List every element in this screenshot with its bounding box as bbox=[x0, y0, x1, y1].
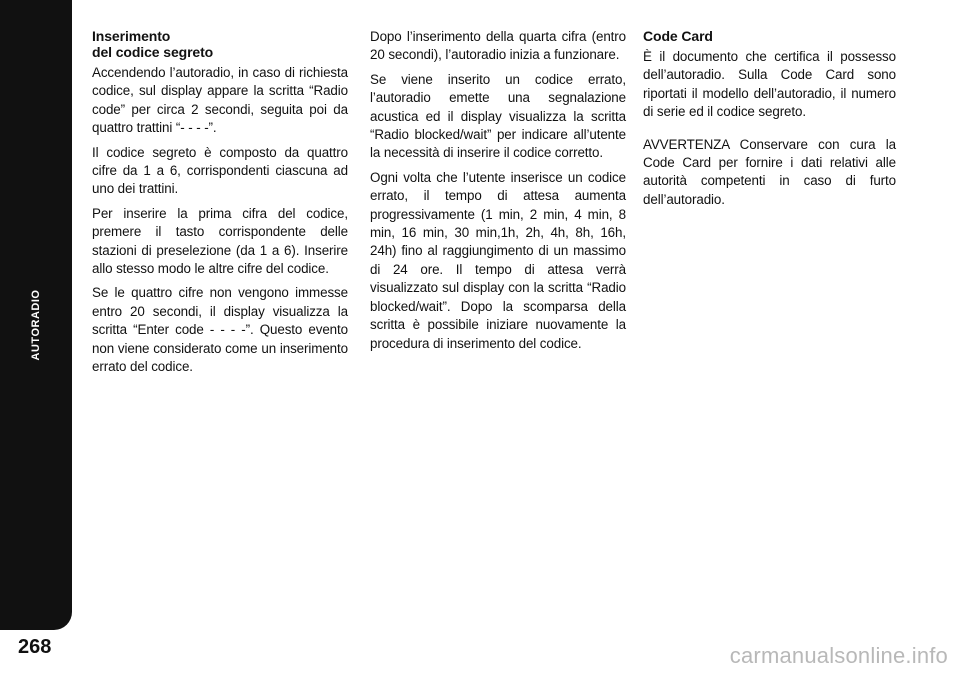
paragraph: Il codice segreto è composto da quattro cifre da 1 a 6, corrispondenti ciascuna ad uno dei trattini. bbox=[92, 144, 348, 197]
section-heading-secret-code bbox=[92, 28, 348, 60]
watermark: carmanualsonline.info bbox=[729, 643, 948, 668]
page-number: 268 bbox=[18, 636, 52, 658]
column-middle bbox=[370, 28, 626, 359]
warning-paragraph: AVVERTENZA Conservare con cura la Code Card per fornire i dati relativi alle autorità competenti in caso di furto dell’autoradio. bbox=[643, 136, 896, 207]
paragraph: Dopo l’inserimento della quarta cifra (entro 20 secondi), l’autoradio inizia a funzionare. bbox=[370, 29, 626, 63]
column-left bbox=[92, 28, 348, 383]
column-right bbox=[643, 28, 896, 215]
side-tab bbox=[0, 0, 72, 630]
paragraph: È il documento che certifica il possesso dell’autoradio. Sulla Code Card sono riportati il modello dell’autoradio, il numero di serie ed il codice segreto. bbox=[643, 49, 896, 120]
paragraph: Per inserire la prima cifra del codice, premere il tasto corrispondente delle stazioni di preselezione (da 1 a 6). Inserire allo stesso modo le altre cifre del codice. bbox=[92, 205, 348, 277]
heading-line-2: del codice segreto bbox=[92, 44, 214, 60]
section-label: AUTORADIO bbox=[30, 289, 42, 361]
paragraph: Se le quattro cifre non vengono immesse entro 20 secondi, il display visualizza la scritta “Enter code - - - -”. Questo evento non viene considerato come un inserimento errato del codice. bbox=[92, 285, 348, 375]
paragraph: Accendendo l’autoradio, in caso di richiesta codice, sul display appare la scritta “Radio code” per circa 2 secondi, seguita poi da quattro trattini “- - - -”. bbox=[92, 65, 348, 136]
paragraph: Se viene inserito un codice errato, l’autoradio emette una segnalazione acustica ed il display visualizza la scritta “Radio blocked/wait” per indicare all’utente la necessità di inserire il codice corretto. bbox=[370, 71, 626, 161]
section-heading-code-card: Code Card bbox=[643, 28, 713, 44]
paragraph: Ogni volta che l’utente inserisce un codice errato, il tempo di attesa aumenta progressivamente (1 min, 2 min, 4 min, 8 min, 16 min, 30 min,1h, 2h, 4h, 8h, 16h, 24h) fino al raggiungimento di un massimo di 24 ore. Il tempo di attesa verrà visualizzato sul display con la scritta “Radio blocked/wait”. Dopo la scomparsa della scritta è possibile iniziare nuovamente la procedura di inserimento del codice. bbox=[370, 169, 626, 351]
heading-line-1: Inserimento bbox=[92, 28, 171, 44]
